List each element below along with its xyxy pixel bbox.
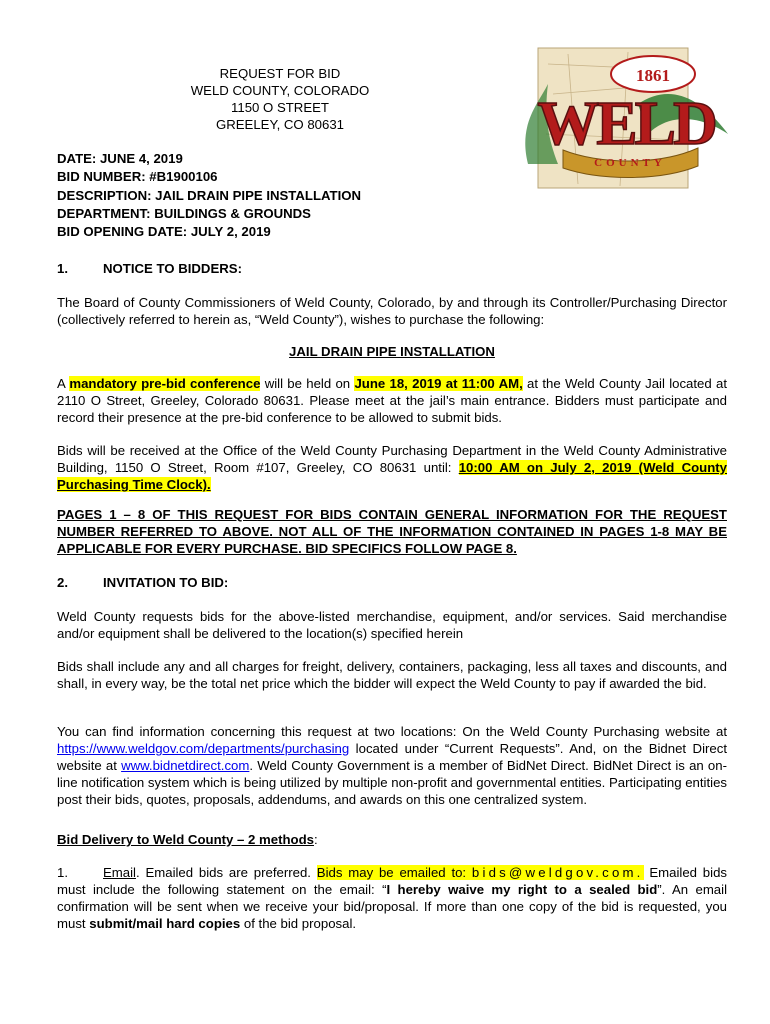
hard-copies-text: submit/mail hard copies [89,916,241,931]
document-header [150,65,410,133]
paragraph-requests: Weld County requests bids for the above-listed merchandise, equipment, and/or services. Said merchandise and/or equipment shall be delivered to the location(s) specified herein [57,609,727,641]
bid-opening-date: BID OPENING DATE: JULY 2, 2019 [57,224,271,240]
bid-description: DESCRIPTION: JAIL DRAIN PIPE INSTALLATION [57,187,362,203]
waiver-statement: I hereby waive my right to a sealed bid [386,882,658,897]
section-title: INVITATION TO BID: [103,575,229,590]
section-number: 2. [57,575,68,590]
bids-email-address[interactable]: bids@weldgov.com. [471,865,644,880]
text-run: at the Weld County Jail located at 2110 O Street, Greeley, Colorado 80631. Please meet at the jail’s main entrance. Bidders must participate and record their presence at the pre-bid conference to be allowed to submit bids. [57,376,727,425]
logo-name: WELD [537,90,715,158]
text-run: A [57,376,70,391]
header-line-street: 1150 O STREET [231,100,329,115]
paragraph-prebid [57,375,727,426]
paragraph-intro: The Board of County Commissioners of Weld County, Colorado, by and through its Controller/Purchasing Director (collectively referred to herein as, “Weld County”), wishes to purchase the following: [57,295,727,327]
delivery-heading-text: Bid Delivery to Weld County – 2 methods [57,832,314,847]
header-line-county: WELD COUNTY, COLORADO [190,83,370,98]
text-run: will be held on [260,376,355,391]
text-run: Emailed bids must include the following statement on the email: “ [57,865,728,897]
header-line-request: REQUEST FOR BID [219,66,341,81]
logo-county: COUNTY [594,157,666,169]
paragraph-email-delivery [57,864,727,932]
highlight-prebid: mandatory pre-bid conference [69,376,261,391]
highlight-deadline: 10:00 AM on July 2, 2019 (Weld County Purchasing Time Clock). [57,460,727,492]
text-run: of the bid proposal. [240,916,357,931]
bid-department: DEPARTMENT: BUILDINGS & GROUNDS [57,205,311,221]
highlight-email-instruction: Bids may be emailed to: [316,865,472,880]
paragraph-pages-notice: PAGES 1 – 8 OF THIS REQUEST FOR BIDS CONTAIN GENERAL INFORMATION FOR THE REQUEST NUMBER REFERRED TO ABOVE. NOT ALL OF THE INFORMATION CONTAINED IN PAGES 1-8 MAY BE APPLICABLE FOR EVERY PURCHASE. BID SPECIFICS FOLLOW PAGE 8. [57,507,727,556]
delivery-heading [57,831,727,848]
section-notice-heading [57,261,242,276]
text-run: . Weld County Government is a member of BidNet Direct. BidNet Direct is an on-line notification system which is being utilized by multiple non-profit and governmental entities. Participating entities post their bids, quotes, proposals, addendums, and awards on this one centralized system. [57,758,727,807]
highlight-date: June 18, 2019 at 11:00 AM, [354,376,523,391]
bid-number: BID NUMBER: #B1900106 [57,169,218,185]
list-number: 1. [57,865,68,880]
paragraph-information [57,723,727,808]
bidnet-website-link[interactable]: www.bidnetdirect.com [121,758,250,773]
logo-year: 1861 [636,66,670,85]
bid-meta [57,150,361,241]
text-run: located under “Current Requests”. And, on the Bidnet Direct website at [57,741,727,773]
paragraph-receipt [57,442,727,493]
header-line-city: GREELEY, CO 80631 [215,117,345,132]
section-invitation-heading [57,575,228,590]
text-run: . Emailed bids are preferred. [135,865,317,880]
text-run: ”. An email confirmation will be sent when we receive your bid/proposal. If more than one copy of the bid is requested, you must [57,882,727,931]
project-title: JAIL DRAIN PIPE INSTALLATION [289,344,495,359]
paragraph-charges: Bids shall include any and all charges for freight, delivery, containers, packaging, less all taxes and discounts, and shall, in every way, be the total net price which the bidder will expect the Weld County to pay if awarded the bid. [57,659,727,691]
text-run: You can find information concerning this request at two locations: On the Weld County Purchasing website at [57,724,727,739]
purchasing-website-link[interactable]: https://www.weldgov.com/departments/purchasing [57,741,350,756]
bid-date: DATE: JUNE 4, 2019 [57,151,183,166]
section-number: 1. [57,261,68,276]
text-run: : [313,832,318,847]
section-title: NOTICE TO BIDDERS: [103,261,242,276]
text-run: Bids will be received at the Office of the Weld County Purchasing Department in the Weld County Administrative Building, 1150 O Street, Room #107, Greeley, CO 80631 until: [57,443,727,475]
weld-county-logo [508,44,734,204]
email-method-label: Email [103,865,136,880]
